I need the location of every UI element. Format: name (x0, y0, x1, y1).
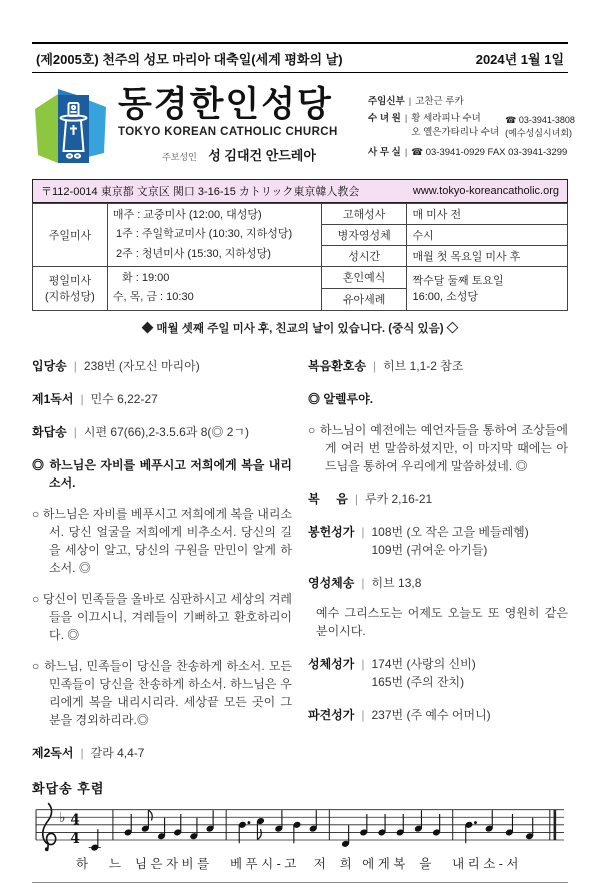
church-logo (32, 87, 110, 167)
sunday-line-2: 1주 : 주일학교미사 (10:30, 지하성당) (112, 228, 293, 241)
sick-communion-label: 병자영성체 (321, 225, 407, 246)
sunday-mass-label: 주일미사 (33, 204, 108, 267)
weekday-mass-times (107, 267, 321, 311)
entry-value: 민수 6,22-27 (90, 391, 158, 406)
right-column (308, 342, 568, 762)
wedding-baptism-value (407, 267, 568, 311)
bulletin-header (32, 44, 568, 72)
psalm-verse-1: ○ 하느님은 자비를 베푸시고 저희에게 복을 내리소서. 당신 얼굴을 저희에게 비추소서. 당신의 길을 세상이 알고, 당신의 구원을 만민이 알게 하소서. ◎ (32, 506, 292, 575)
bottom-rule (32, 882, 568, 883)
convent-row (368, 112, 575, 140)
contact-block (368, 87, 575, 167)
separator: | (73, 424, 77, 439)
convent-role: 수 녀 원 (368, 112, 401, 124)
separator: | (361, 524, 365, 539)
psalm-verse-2: ○ 당신이 민족들을 올바로 심판하시고 세상의 겨레들을 이끄시니, 겨레들이 기뻐하고 환호하리이다. ◎ (32, 591, 292, 642)
issue-number: (제2005호) (36, 52, 99, 67)
pastor-row (368, 95, 568, 109)
separator: | (408, 96, 412, 107)
recessional-hymn-entry (308, 706, 568, 724)
entry-label: 영성체송 (308, 575, 355, 590)
convent-phone: ☎ 03-3941-3808 (505, 114, 575, 125)
sunday-line-3: 2주 : 청년미사 (15:30, 지하성당) (112, 247, 271, 260)
entry-label: 제2독서 (32, 745, 74, 760)
weekday-label-line1: 평일미사 (48, 275, 92, 288)
bulletin-page (0, 42, 600, 883)
patron-row (162, 145, 338, 165)
liturgy-columns (32, 342, 568, 762)
entry-value: 히브 1,1-2 참조 (383, 358, 464, 373)
responsorial-psalm-entry (32, 423, 292, 441)
postal-address: 〒112-0014 東京都 文京区 関口 3-16-15 カトリック東京韓人教会 (41, 186, 360, 198)
bulletin-title (36, 49, 343, 68)
nun-1: 황 세라피나 수녀 (411, 112, 481, 124)
music-section (32, 778, 568, 883)
weekday-mass-label (33, 267, 108, 311)
music-staff (32, 801, 568, 853)
hymn-number-2: 165번 (주의 잔치) (371, 674, 465, 689)
office-role: 사 무 실 (368, 146, 401, 158)
hymn-number-1: 108번 (오 작은 고을 베들레헴) (371, 524, 529, 539)
church-name-english: TOKYO KOREAN CATHOLIC CHURCH (118, 125, 338, 138)
separator: | (80, 391, 84, 406)
separator: | (372, 358, 377, 373)
time-signature-bottom: 4 (70, 830, 80, 847)
gospel-entry (308, 490, 568, 508)
entry-values (372, 523, 529, 559)
patron-name: 성 김대건 안드레아 (208, 147, 316, 163)
entry-label: 봉헌성가 (308, 524, 355, 539)
patron-label: 주보성인 (162, 151, 197, 162)
entry-label: 복 음 (308, 491, 348, 506)
second-reading-entry (32, 744, 292, 762)
convent-phone-block (505, 112, 575, 140)
nun-2: 오 옐은가타리나 수녀 (411, 126, 500, 138)
weekday-line-2: 수, 목, 금 : 10:30 (112, 291, 194, 304)
mass-schedule-table (32, 203, 568, 311)
website-url: www.tokyo-koreancatholic.org (412, 185, 559, 197)
entry-label: 입당송 (32, 358, 67, 373)
weekday-label-line2: (지하성당) (45, 291, 95, 304)
left-column (32, 342, 292, 762)
entry-label: 파견성가 (308, 707, 355, 722)
sunday-line-1: 매주 : 교중미사 (12:00, 대성당) (112, 209, 262, 222)
offertory-hymn-entry (308, 523, 568, 559)
header-bottom-rule (32, 72, 568, 73)
church-name-block (118, 87, 338, 167)
separator: | (73, 358, 77, 373)
office-phone: ☎ 03-3941-0929 FAX 03-3941-3299 (411, 146, 568, 158)
separator: | (361, 575, 365, 590)
entry-label: 제1독서 (32, 391, 74, 406)
wedding-label: 혼인예식 (321, 267, 407, 289)
pastor-role: 주임신부 (368, 96, 405, 107)
separator: | (361, 656, 365, 671)
table-row (33, 267, 568, 289)
communion-hymn-entry (308, 655, 568, 691)
bulletin-date: 2024년 1월 1일 (475, 52, 564, 67)
infant-baptism-label: 유아세례 (321, 288, 407, 310)
time-signature-top: 4 (70, 811, 80, 828)
address-bar (32, 179, 568, 203)
entry-value: 237번 (주 예수 어머니) (371, 707, 491, 722)
confession-value: 매 미사 전 (407, 204, 568, 225)
communion-antiphon-text: 예수 그리스도는 어제도 오늘도 또 영원히 같은 분이시다. (316, 605, 568, 638)
acclamation-verse: ○ 하느님이 예전에는 예언자들을 통하여 조상들에게 여러 번 말씀하셨지만, 이 마지막 때에는 아드님을 통하여 우리에게 말씀하셨네. ◎ (308, 422, 568, 473)
entrance-hymn-entry (32, 357, 292, 375)
confession-label: 고해성사 (321, 204, 407, 225)
table-row (33, 204, 568, 225)
refrain-score-heading: 화답송 후렴 (32, 780, 105, 796)
nun-names (411, 112, 499, 140)
office-row (368, 146, 568, 160)
feast-title: 천주의 성모 마리아 대축일(세계 평화의 날) (102, 52, 343, 67)
logo-lightblue-shape (88, 100, 106, 157)
masthead (32, 85, 575, 167)
convent-note: (예수성심시녀회) (505, 127, 573, 138)
psalm-refrain: ◎ 하느님은 자비를 베푸시고 저희에게 복을 내리소서. (32, 457, 292, 490)
entry-label: 화답송 (32, 424, 67, 439)
sick-communion-value: 수시 (407, 225, 568, 246)
separator: | (404, 146, 408, 158)
holy-hour-value: 매월 첫 목요일 미사 후 (407, 246, 568, 267)
wedding-value-line1: 짝수달 둘째 토요일 (412, 275, 504, 288)
separator: | (361, 707, 365, 722)
entry-label: 복음환호송 (308, 358, 366, 373)
entry-value: 히브 13,8 (371, 575, 422, 590)
key-flat-sign: ♭ (59, 809, 66, 825)
pastor-name: 고찬근 루카 (415, 96, 464, 107)
entry-label: 성체성가 (308, 656, 355, 671)
psalm-verse-3: ○ 하느님, 민족들이 당신을 찬송하게 하소서. 모든 민족들이 당신을 찬송하게 하소서. 하느님은 우리에게 복을 내리시리라. 세상끝 모든 곳이 그분을 경외하리라.◎ (32, 658, 292, 727)
separator: | (80, 745, 84, 760)
alleluia-refrain: ◎ 알렐루야. (308, 391, 374, 406)
refrain-lyrics: 하 느 님 은 자 비 를 베 푸 시 - 고 저 희 에 게 복 을 내 리 소 - 서 (76, 856, 519, 871)
entry-values (372, 655, 476, 691)
entry-value: 시편 67(66),2-3.5.6과 8(◎ 2ㄱ) (83, 424, 249, 439)
logo-green-shape (35, 94, 58, 163)
gospel-acclamation-entry (308, 357, 568, 375)
church-name-korean: 동경한인성당 (118, 85, 333, 124)
weekday-line-1: 화 : 19:00 (112, 272, 170, 284)
entry-value: 238번 (자모신 마리아) (83, 358, 200, 373)
separator: | (354, 491, 358, 506)
separator: | (404, 112, 408, 124)
hymn-number-1: 174번 (사랑의 신비) (371, 656, 476, 671)
holy-hour-label: 성시간 (321, 246, 407, 267)
first-reading-entry (32, 390, 292, 408)
staff-wrap (32, 801, 568, 853)
entry-value: 갈라 4,4-7 (90, 745, 145, 760)
entry-value: 루카 2,16-21 (364, 491, 433, 506)
hymn-number-2: 109번 (귀여운 아기들) (371, 542, 488, 557)
fellowship-notice: ◆ 매월 셋째 주일 미사 후, 친교의 날이 있습니다. (중식 있음) ◇ (141, 322, 459, 335)
sunday-mass-times (107, 204, 321, 267)
wedding-value-line2: 16:00, 소성당 (412, 291, 479, 304)
communion-antiphon-entry (308, 574, 568, 592)
